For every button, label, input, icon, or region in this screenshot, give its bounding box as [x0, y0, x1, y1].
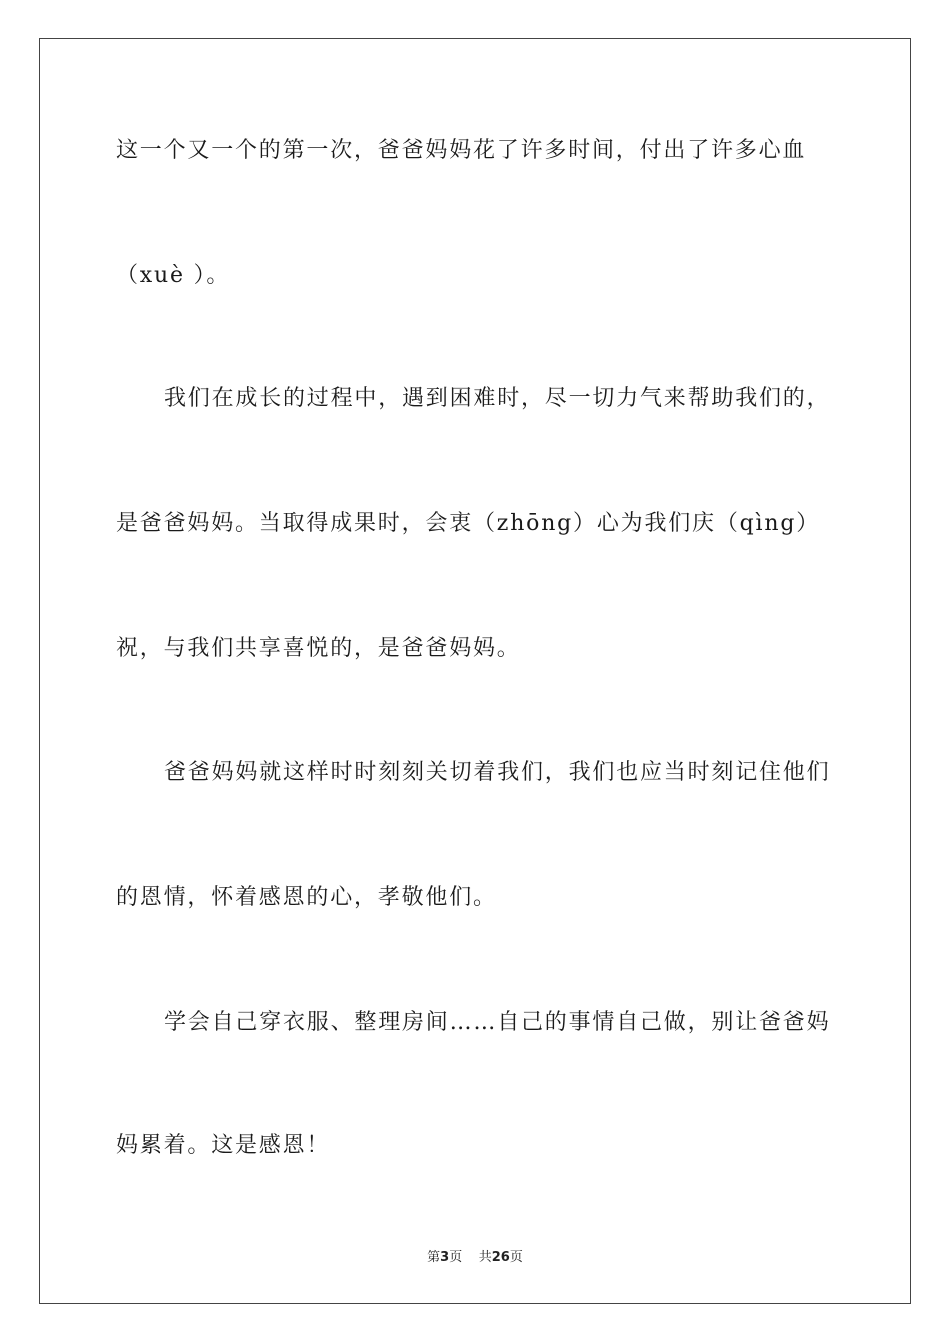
- paragraph-2-line-3: 祝，与我们共享喜悦的，是爸爸妈妈。: [116, 636, 521, 661]
- page-footer: [0, 1246, 950, 1265]
- paragraph-4-line-2: 妈累着。这是感恩！: [116, 1133, 331, 1158]
- current-page-number: 3: [440, 1250, 450, 1265]
- page-suffix: 页: [449, 1250, 463, 1265]
- paragraph-1-line-2: （xuè ）。: [116, 263, 231, 288]
- total-prefix: 共: [478, 1250, 492, 1265]
- page-border: [39, 38, 911, 1304]
- paragraph-2-line-2: 是爸爸妈妈。当取得成果时，会衷（zhōng）心为我们庆（qìng）: [116, 511, 821, 536]
- paragraph-1-line-1: 这一个又一个的第一次，爸爸妈妈花了许多时间，付出了许多心血: [116, 138, 807, 163]
- total-pages-number: 26: [491, 1250, 510, 1265]
- paragraph-4-line-1: 学会自己穿衣服、整理房间……自己的事情自己做，别让爸爸妈: [164, 1010, 831, 1035]
- paragraph-3-line-1: 爸爸妈妈就这样时时刻刻关切着我们，我们也应当时刻记住他们: [164, 760, 831, 785]
- page-prefix: 第: [427, 1250, 441, 1265]
- paragraph-3-line-2: 的恩情，怀着感恩的心，孝敬他们。: [116, 885, 497, 910]
- paragraph-2-line-1: 我们在成长的过程中，遇到困难时，尽一切力气来帮助我们的，: [164, 386, 831, 411]
- total-suffix: 页: [509, 1250, 523, 1265]
